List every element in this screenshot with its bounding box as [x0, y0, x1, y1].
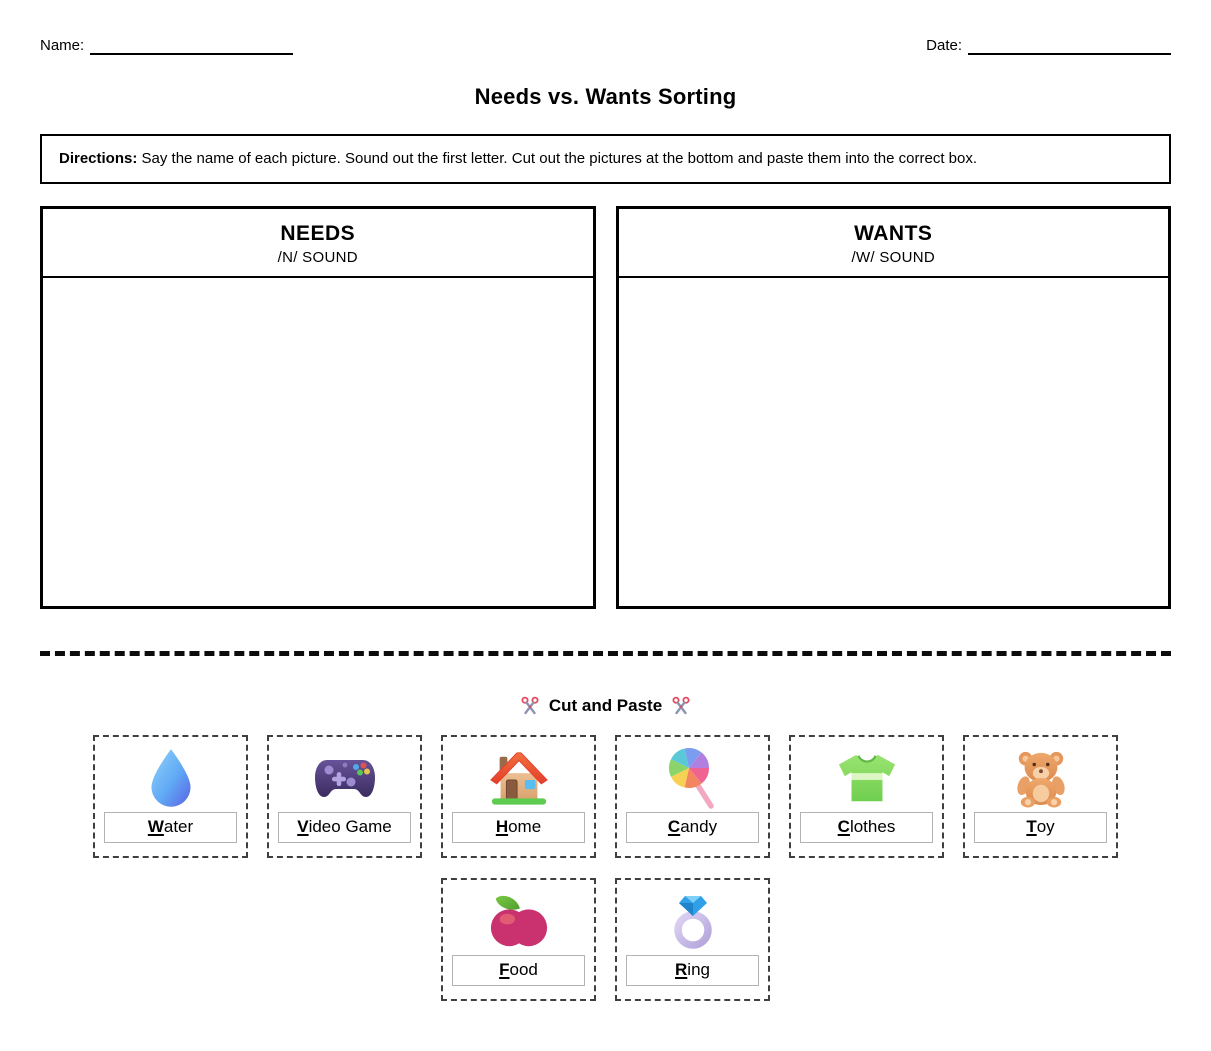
lollipop-icon [665, 746, 721, 810]
cut-card-candy [615, 735, 770, 858]
card-label: Food [452, 955, 585, 986]
directions-text: Say the name of each picture. Sound out the first letter. Cut out the pictures at the bottom and paste them into the correct box. [137, 149, 978, 167]
name-write-line [90, 41, 293, 55]
card-label: Video Game [278, 812, 411, 843]
card-label: Clothes [800, 812, 933, 843]
name-field [40, 38, 293, 55]
cut-and-paste-label: Cut and Paste [548, 696, 663, 716]
sorting-boxes [40, 206, 1171, 609]
wants-subtitle: /W/ SOUND [851, 249, 936, 267]
card-label: Candy [626, 812, 759, 843]
teddy-bear-icon [1013, 746, 1069, 810]
needs-subtitle: /N/ SOUND [277, 249, 358, 267]
card-label: Toy [974, 812, 1107, 843]
wants-box-header [619, 209, 1169, 278]
cut-dashed-line [40, 651, 1171, 656]
needs-title: NEEDS [280, 222, 356, 246]
date-field [926, 38, 1171, 55]
header-row [40, 38, 1171, 55]
house-icon [488, 746, 550, 810]
cut-card-ring [615, 878, 770, 1001]
wants-box [616, 206, 1172, 609]
cut-card-water [93, 735, 248, 858]
date-label: Date: [926, 37, 962, 54]
tshirt-icon [837, 746, 897, 810]
card-label: Home [452, 812, 585, 843]
cut-and-paste-heading [40, 696, 1171, 716]
cut-card-food [441, 878, 596, 1001]
cut-card-home [441, 735, 596, 858]
card-label: Water [104, 812, 237, 843]
card-label: Ring [626, 955, 759, 986]
directions-label: Directions: [59, 149, 138, 167]
needs-box-header [43, 209, 593, 278]
ring-icon [669, 889, 717, 953]
page-title: Needs vs. Wants Sorting [474, 83, 737, 109]
cut-cards-row-2 [40, 878, 1171, 1001]
scissors-icon [671, 696, 691, 716]
date-write-line [968, 41, 1171, 55]
water-drop-icon [148, 746, 194, 810]
cut-card-toy [963, 735, 1118, 858]
directions-box [40, 134, 1171, 185]
cut-card-video-game [267, 735, 422, 858]
apple-icon [488, 889, 550, 953]
wants-title: WANTS [854, 222, 933, 246]
cut-cards-row-1 [40, 735, 1171, 858]
cut-card-clothes [789, 735, 944, 858]
game-controller-icon [313, 746, 377, 810]
scissors-icon [520, 696, 540, 716]
name-label: Name: [40, 37, 85, 54]
needs-box [40, 206, 596, 609]
